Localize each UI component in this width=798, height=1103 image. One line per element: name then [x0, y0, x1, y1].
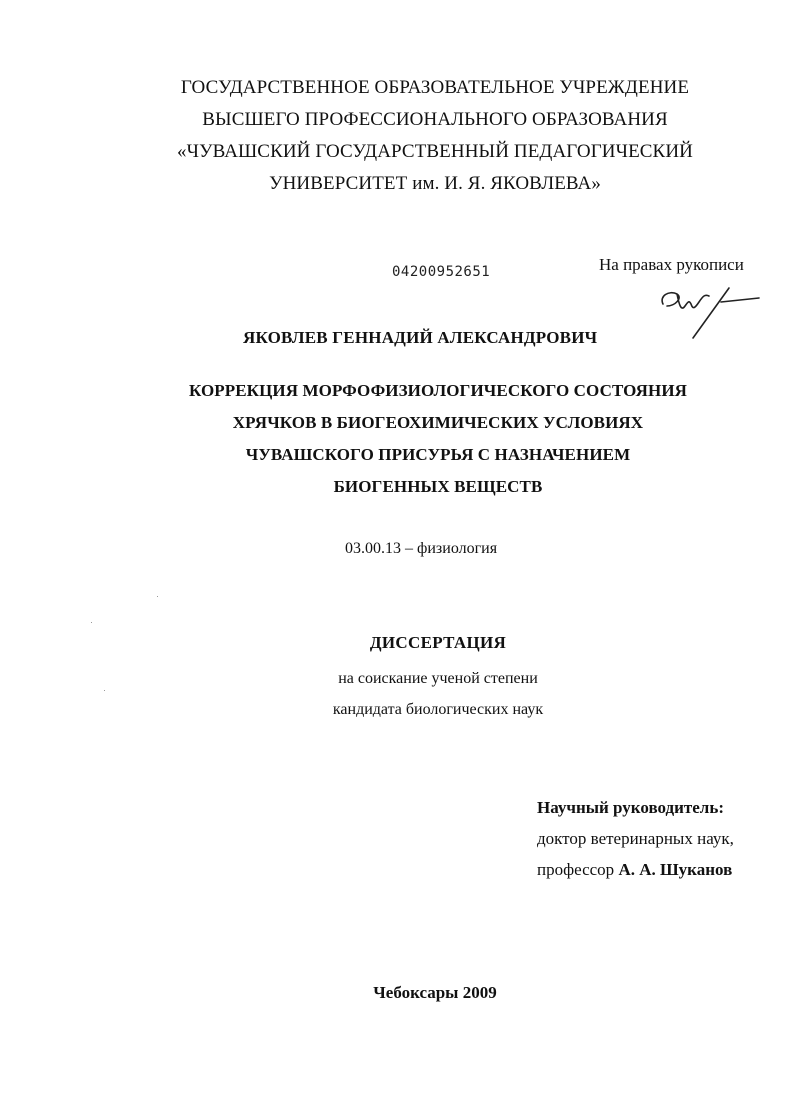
institution-line-2: ВЫСШЕГО ПРОФЕССИОНАЛЬНОГО ОБРАЗОВАНИЯ [202, 109, 668, 130]
scan-speck [91, 622, 92, 623]
supervisor-block [537, 792, 734, 885]
signature-icon [655, 282, 765, 342]
dissertation-title [0, 375, 798, 503]
title-line-3: ЧУВАШСКОГО ПРИСУРЬЯ С НАЗНАЧЕНИЕМ [245, 445, 631, 464]
title-line-2: ХРЯЧКОВ В БИОГЕОХИМИЧЕСКИХ УСЛОВИЯХ [232, 413, 644, 432]
supervisor-label: Научный руководитель: [537, 798, 724, 817]
title-line-4: БИОГЕННЫХ ВЕЩЕСТВ [333, 477, 543, 496]
author-name: ЯКОВЛЕВ ГЕННАДИЙ АЛЕКСАНДРОВИЧ [243, 328, 598, 347]
supervisor-degree: доктор ветеринарных наук, [537, 829, 734, 848]
degree-line-2: кандидата биологических наук [332, 701, 544, 718]
document-type: ДИССЕРТАЦИЯ [369, 633, 507, 652]
institution-line-3: «ЧУВАШСКИЙ ГОСУДАРСТВЕННЫЙ ПЕДАГОГИЧЕСКИЙ [177, 141, 693, 162]
library-number: 04200952651 [392, 264, 491, 280]
city-year: Чебоксары 2009 [373, 983, 497, 1002]
title-line-1: КОРРЕКЦИЯ МОРФОФИЗИОЛОГИЧЕСКОГО СОСТОЯНИЯ [188, 381, 688, 400]
supervisor-title-line [537, 854, 734, 885]
degree-statement [0, 663, 798, 725]
supervisor-name: А. А. Шуканов [618, 860, 733, 879]
scan-speck [104, 690, 105, 691]
institution-line-1: ГОСУДАРСТВЕННОЕ ОБРАЗОВАТЕЛЬНОЕ УЧРЕЖДЕНИЕ [180, 77, 690, 98]
specialty-code: 03.00.13 – физиология [345, 540, 498, 557]
scan-speck [157, 596, 158, 597]
rights-note: На правах рукописи [599, 255, 744, 274]
supervisor-title: профессор [537, 860, 615, 879]
institution-line-4: УНИВЕРСИТЕТ им. И. Я. ЯКОВЛЕВА» [269, 173, 601, 194]
institution-header [0, 72, 798, 200]
degree-line-1: на соискание ученой степени [338, 670, 538, 687]
